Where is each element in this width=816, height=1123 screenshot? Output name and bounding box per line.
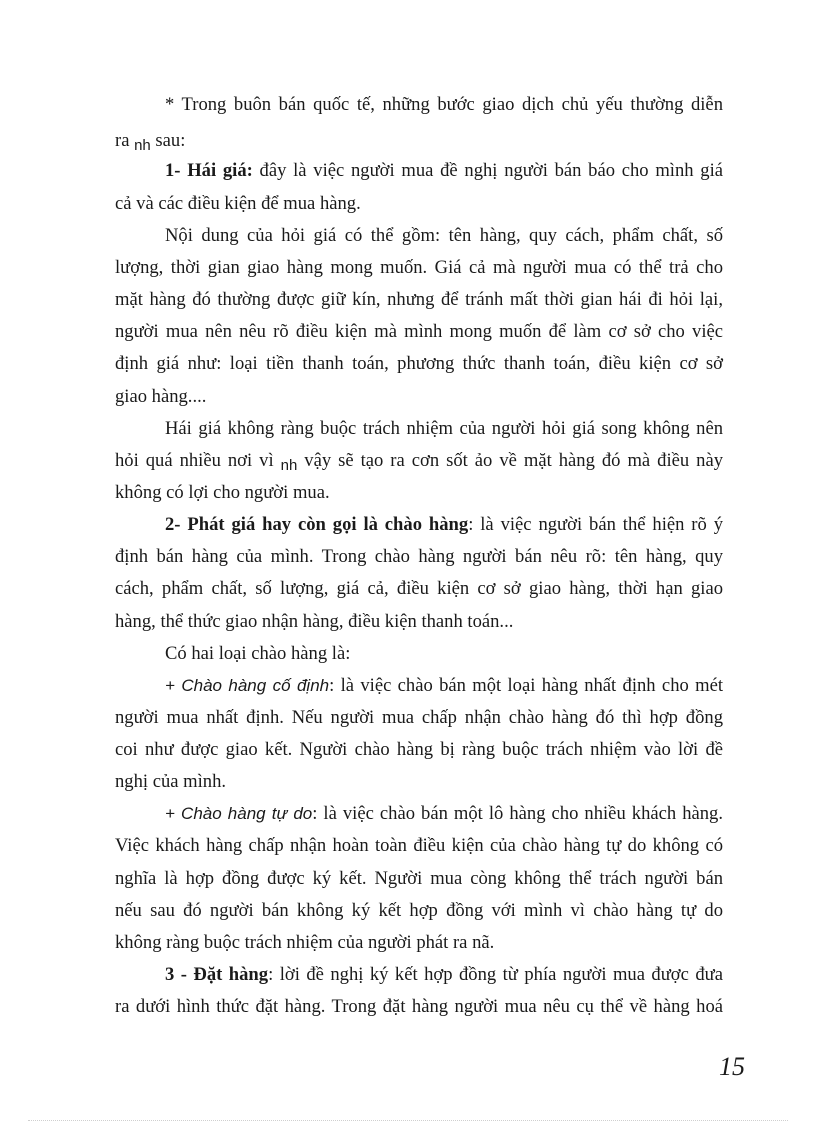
paragraph-line: coi như được giao kết. Người chào hàng bị ràng buộc trách nhiệm vào lời đề [115, 739, 723, 760]
paragraph-line: * Trong buôn bán quốc tế, những bước giao dịch chủ yếu thường diễn [165, 94, 723, 115]
page-number: 15 [719, 1052, 745, 1081]
list-item-line: + Chào hàng tự do: là việc chào bán một lô hàng cho nhiều khách hàng. [165, 803, 723, 824]
paragraph-line: giao hàng.... [115, 386, 207, 407]
paragraph-line: Nội dung của hỏi giá có thể gồm: tên hàng, quy cách, phẩm chất, số [165, 225, 723, 246]
paragraph-line: Hái giá không ràng buộc trách nhiệm của người hỏi giá song không nên [165, 418, 723, 439]
paragraph-line: ra dưới hình thức đặt hàng. Trong đặt hàng người mua nêu cụ thể về hàng hoá [115, 996, 723, 1017]
paragraph-line: nghị của mình. [115, 771, 227, 792]
paragraph-line: nếu sau đó người bán không ký kết hợp đồng với mình vì chào hàng tự do [115, 900, 723, 921]
list-item-line: + Chào hàng cố định: là việc chào bán một loại hàng nhất định cho mét [165, 675, 723, 696]
paragraph-line: Việc khách hàng chấp nhận hoàn toàn điều kiện của chào hàng tự do không có [115, 835, 723, 856]
paragraph-line: Có hai loại chào hàng là: [165, 643, 351, 664]
paragraph-line: người mua nhất định. Nếu người mua chấp nhận chào hàng đó thì hợp đồng [115, 707, 723, 728]
paragraph-line: hỏi quá nhiều nơi vì $_{nh}$ vậy sẽ tạo ra cơn sốt ảo về mặt hàng đó mà điều này [115, 450, 724, 474]
paragraph-line: không ràng buộc trách nhiệm của người phát ra nã. [115, 932, 495, 953]
paragraph-line: định bán hàng của mình. Trong chào hàng người bán nêu rõ: tên hàng, quy [115, 546, 723, 567]
paragraph-line: lượng, thời gian giao hàng mong muốn. Giá cả mà người mua có thể trả cho [115, 257, 723, 278]
paragraph-line: cả và các điều kiện để mua hàng. [115, 193, 361, 214]
paragraph-line: định giá như: loại tiền thanh toán, phương thức thanh toán, điều kiện cơ sở [115, 353, 723, 374]
paragraph-line: cách, phẩm chất, số lượng, giá cả, điều kiện cơ sở giao hàng, thời hạn giao [115, 578, 723, 599]
paragraph-line: người mua nên nêu rõ điều kiện mà mình mong muốn để làm cơ sở cho việc [115, 321, 723, 342]
page-bottom-divider [28, 1120, 788, 1121]
paragraph-line: ra $_{nh}$ sau: [115, 130, 186, 154]
paragraph-line: không có lợi cho người mua. [115, 482, 330, 503]
paragraph-line: nghĩa là hợp đồng được ký kết. Người mua còng không thể trách người bán [115, 868, 723, 889]
paragraph-line: mặt hàng đó thường được giữ kín, nhưng để tránh mất thời gian hái đi hỏi lại, [115, 289, 723, 310]
paragraph-line: hàng, thể thức giao nhận hàng, điều kiện thanh toán... [115, 611, 514, 632]
section-heading-line: 3 - Đặt hàng: lời đề nghị ký kết hợp đồng từ phía người mua được đưa [165, 964, 723, 985]
section-heading-line: 1- Hái giá: đây là việc người mua đề nghị người bán báo cho mình giá [165, 160, 723, 181]
section-heading-line: 2- Phát giá hay còn gọi là chào hàng: là việc người bán thể hiện rõ ý [165, 514, 723, 535]
